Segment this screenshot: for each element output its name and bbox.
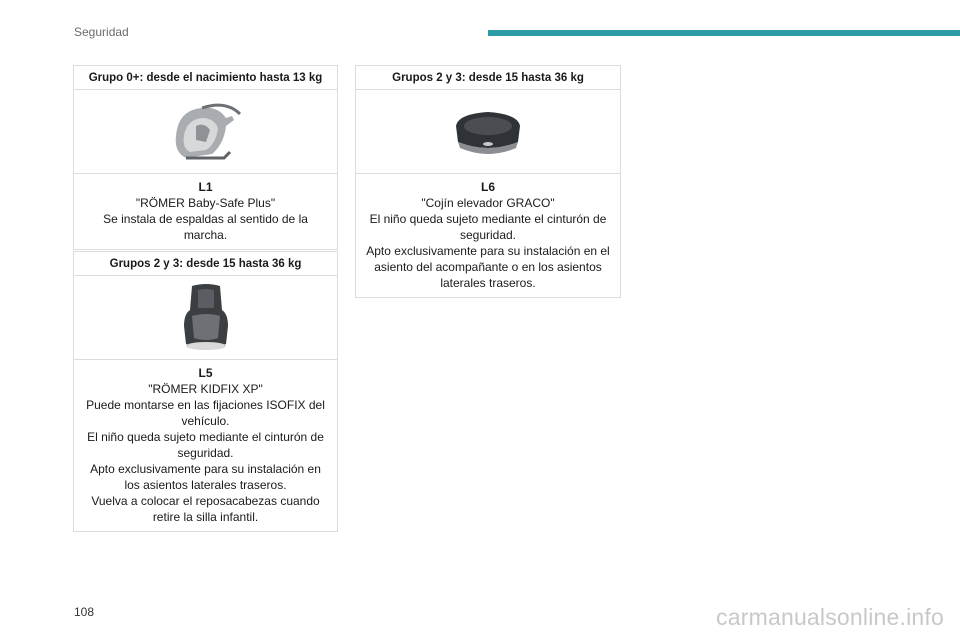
seat-code: L6 xyxy=(480,180,495,194)
section-label: Seguridad xyxy=(74,25,129,39)
infant-carrier-image xyxy=(74,90,337,174)
booster-cushion-icon xyxy=(450,102,526,162)
booster-seat-with-back-icon xyxy=(176,282,236,354)
seat-model: "RÖMER Baby-Safe Plus" xyxy=(135,196,276,210)
card-group-title: Grupos 2 y 3: desde 15 hasta 36 kg xyxy=(356,66,620,90)
seat-code: L1 xyxy=(198,180,213,194)
seat-description: Apto exclusivamente para su instalación en el asiento del acompañante o en los asientos laterales traseros. xyxy=(366,244,610,290)
seat-description: Vuelva a colocar el reposacabezas cuando retire la silla infantil. xyxy=(91,494,320,524)
child-seat-card-l6 xyxy=(355,65,621,298)
infant-carrier-icon xyxy=(166,96,246,168)
card-group-title: Grupo 0+: desde el nacimiento hasta 13 kg xyxy=(74,66,337,90)
seat-description: El niño queda sujeto mediante el cinturón de seguridad. xyxy=(369,212,607,242)
child-seat-card-l1 xyxy=(73,65,338,250)
seat-description: Puede montarse en las fijaciones ISOFIX del vehículo. xyxy=(86,398,325,428)
booster-cushion-image xyxy=(356,90,620,174)
seat-model: "Cojín elevador GRACO" xyxy=(421,196,555,210)
seat-code: L5 xyxy=(198,366,213,380)
seat-description: El niño queda sujeto mediante el cinturón de seguridad. xyxy=(87,430,324,460)
seat-model: "RÖMER KIDFIX XP" xyxy=(148,382,263,396)
booster-seat-image xyxy=(74,276,337,360)
page-number: 108 xyxy=(74,605,95,619)
seat-description: Se instala de espaldas al sentido de la marcha. xyxy=(103,212,308,242)
card-group-title: Grupos 2 y 3: desde 15 hasta 36 kg xyxy=(74,252,337,276)
section-accent-bar xyxy=(488,30,960,36)
child-seat-card-l5 xyxy=(73,251,338,532)
seat-description: Apto exclusivamente para su instalación en los asientos laterales traseros. xyxy=(90,462,321,492)
watermark: carmanualsonline.info xyxy=(716,604,944,630)
